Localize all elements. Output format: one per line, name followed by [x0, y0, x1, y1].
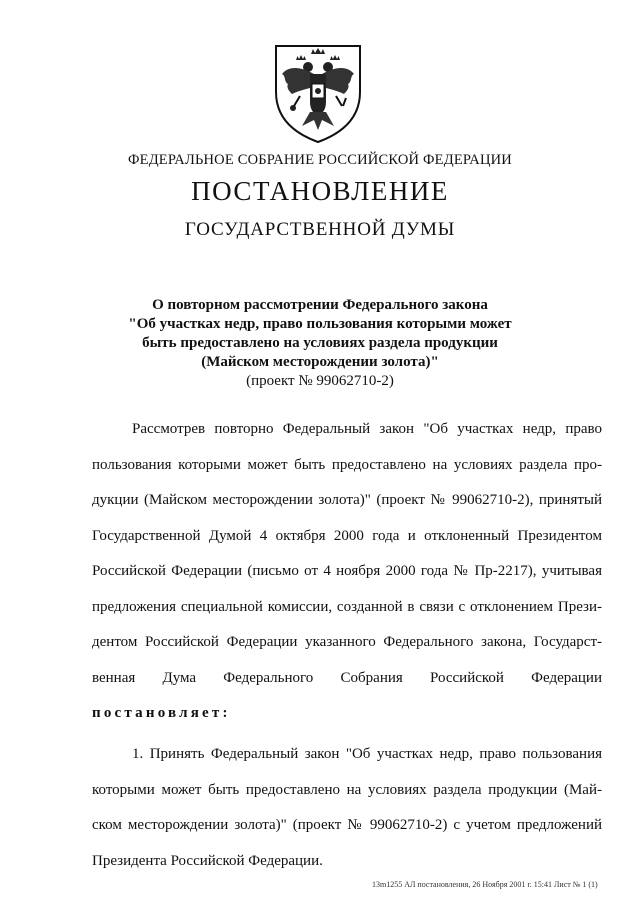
text-line: предложения специальной комиссии, созданной в связи с отклонением Прези-	[92, 598, 602, 615]
document-title: ПОСТАНОВЛЕНИЕ	[191, 176, 449, 206]
heading-line: О повторном рассмотрении Федерального закона	[152, 297, 488, 313]
text-line: 1. Принять Федеральный закон "Об участках недр, право пользования	[132, 746, 602, 762]
text-line: пользования которыми может быть предоставлено на условиях раздела про-	[92, 456, 602, 473]
text-line: дентом Российской Федерации указанного Федерального закона, Государст-	[92, 634, 602, 650]
russian-coat-of-arms-icon	[270, 40, 366, 144]
heading-line: (Майском месторождении золота)"	[201, 354, 439, 370]
text-line: венная Дума Федерального Собрания Российской Федерации	[92, 669, 602, 686]
text-line: дукции (Майском месторождении золота)" (проект № 99062710-2), принятый	[92, 492, 602, 508]
text-line: Рассмотрев повторно Федеральный закон "Об участках недр, право	[132, 421, 602, 437]
text-line: Государственной Думой 4 октября 2000 года и отклоненный Президентом	[92, 527, 602, 544]
document-subtitle: ГОСУДАРСТВЕННОЙ ДУМЫ	[184, 219, 456, 240]
paragraph-preamble	[92, 412, 602, 732]
document-heading	[90, 296, 550, 391]
heading-line: быть предоставлено на условиях раздела продукции	[142, 335, 498, 351]
footer-stamp: 13m1255 АЛ постановления, 26 Ноября 2001 г. 15:41 Лист № 1 (1)	[372, 880, 598, 889]
project-number: (проект № 99062710-2)	[246, 373, 394, 389]
resolves-word: постановляет:	[92, 705, 231, 721]
text-line: Российской Федерации (письмо от 4 ноября 2000 года № Пр-2217), учитывая	[92, 563, 602, 579]
text-line: ском месторождении золота)" (проект № 99062710-2) с учетом предложений	[92, 817, 602, 833]
text-line: которыми может быть предоставлено на условиях раздела продукции (Май-	[92, 781, 602, 798]
organization-name: ФЕДЕРАЛЬНОЕ СОБРАНИЕ РОССИЙСКОЙ ФЕДЕРАЦИИ	[128, 152, 512, 168]
heading-line: "Об участках недр, право пользования которыми может	[128, 316, 512, 332]
paragraph-item-1	[92, 737, 602, 879]
text-line: Президента Российской Федерации.	[92, 852, 323, 869]
